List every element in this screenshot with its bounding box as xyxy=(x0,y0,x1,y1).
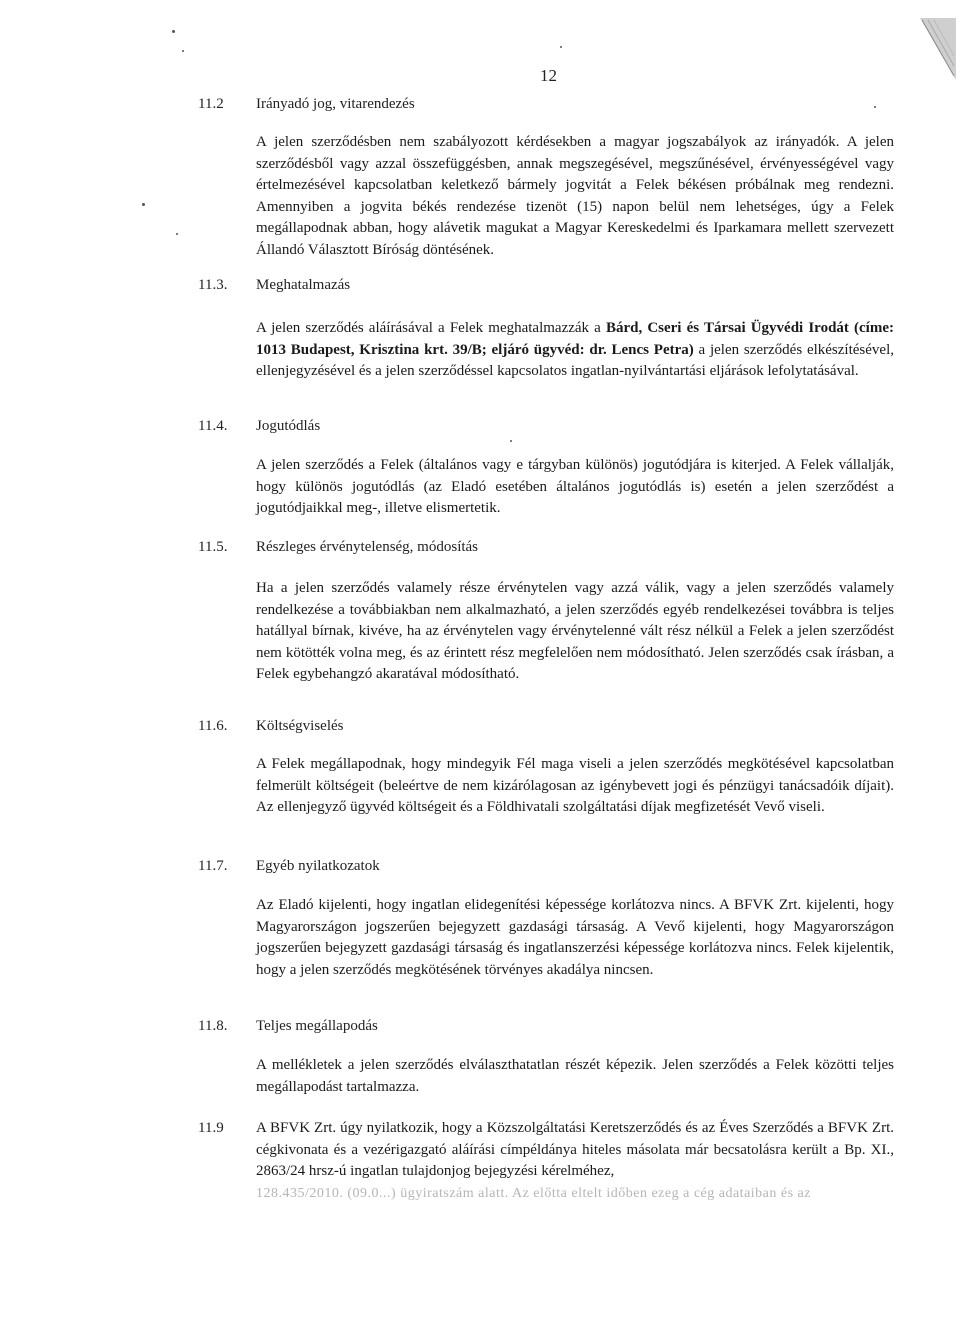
attorney-firm-details: Bárd, Cseri és Társai Ügyvédi Irodát (címe: 1013 Budapest, Krisztina krt. 39/B; eljáró ügyvéd: dr. Lencs Petra) xyxy=(256,320,894,358)
section-paragraph: A mellékletek a jelen szerződés elválaszthatatlan részét képezik. Jelen szerződés a Felek közötti teljes megállapodást tartalmazza. xyxy=(256,1057,894,1095)
scan-speck xyxy=(142,203,145,206)
paragraph-text: a jelen szerződés elkészítésével, ellenjegyzésével és a jelen szerződéssel kapcsolatos ingatlan-nyilvántartási eljárások lefolytatásával. xyxy=(256,341,894,379)
section-paragraph: A BFVK Zrt. úgy nyilatkozik, hogy a Közszolgáltatási Keretszerződés és az Éves Szerződés a BFVK Zrt. cégkivonata és a vezérigazgató aláírási címpéldánya hiteles másolata már becsatolásra került a Bp. XI., 2863/24 hrsz-ú ingatlan tulajdonjog bejegyzési kérelméhez, xyxy=(256,1120,894,1179)
section-paragraph: A jelen szerződésben nem szabályozott kérdésekben a magyar jogszabályok az irányadók. A jelen szerződésből vagy azzal összefüggésben, annak megszegésével, megszűnésével, érvényességével vagy értelmezésével kapcsolatban keletkező bármely jogvitát a Felek békésen próbálnak meg rendezni. Amennyiben a jogvita békés rendezése tizenöt (15) napon belül nem lehetséges, úgy a Felek megállapodnak abban, hogy alávetik magukat a Magyar Kereskedelmi és Iparkamara mellett szervezett Állandó Választott Bíróság döntésének. xyxy=(256,134,894,258)
section-paragraph: A jelen szerződés a Felek (általános vagy e tárgyban különös) jogutódjára is kiterjed. A Felek vállalják, hogy különös jogutódlás (az Eladó esetében általános jogutódlás is) esetén a jelen szerződést a jogutódjaikkal meg-, illetve elismertetik. xyxy=(256,457,894,516)
scan-speck xyxy=(182,50,184,52)
section-number: 11.6. xyxy=(198,718,228,734)
section-paragraph xyxy=(256,318,894,383)
section-title: Irányadó jog, vitarendezés xyxy=(256,96,415,112)
section-title: Részleges érvénytelenség, módosítás xyxy=(256,539,479,555)
scan-speck xyxy=(172,30,175,33)
section-number: 11.8. xyxy=(198,1018,228,1034)
page-number: 12 xyxy=(540,66,557,85)
scan-speck xyxy=(176,233,178,235)
section-number: 11.5. xyxy=(198,539,228,555)
section-number: 11.7. xyxy=(198,858,228,874)
scan-speck xyxy=(510,440,512,442)
section-paragraph: A Felek megállapodnak, hogy mindegyik Fél maga viseli a jelen szerződés megkötésével kapcsolatban felmerült költségeit (beleértve de nem kizárólagosan az igénybevett jogi és pénzügyi tanácsadóik díjait). Az ellenjegyző ügyvéd költségeit és a Földhivatali szolgáltatási díjak megfizetését Vevő viseli. xyxy=(256,756,894,815)
section-title: Meghatalmazás xyxy=(256,277,351,293)
paragraph-text: A jelen szerződés aláírásával a Felek meghatalmazzák a xyxy=(256,320,606,336)
section-number: 11.2 xyxy=(198,96,224,112)
faded-scan-line: 128.435/2010. (09.0...) ügyiratszám alatt. Az előtta eltelt időben ezeg a cég adataiban és az xyxy=(256,1186,811,1201)
section-title: Költségviselés xyxy=(256,718,344,734)
scan-corner-fold xyxy=(918,18,956,80)
section-number: 11.4. xyxy=(198,418,228,434)
scan-speck xyxy=(874,106,876,108)
section-paragraph: Az Eladó kijelenti, hogy ingatlan elidegenítési képessége korlátozva nincs. A BFVK Zrt. kijelenti, hogy Magyarországon jogszerűen bejegyzett gazdasági társaság. A Vevő kijelenti, hogy Magyarországon jogszerűen bejegyzett gazdasági társaság és ingatlanszerzési képessége korlátozva nincs. Felek kijelentik, hogy a jelen szerződés megkötésének törvényes akadálya nincsen. xyxy=(256,897,894,978)
section-title: Jogutódlás xyxy=(256,418,321,434)
section-paragraph: Ha a jelen szerződés valamely része érvénytelen vagy azzá válik, vagy a jelen szerződés valamely rendelkezése a továbbiakban nem alkalmazható, a jelen szerződés egyéb rendelkezései továbbra is teljes hatállyal bírnak, kivéve, ha az érvénytelen vagy érvénytelenné vált rész nélkül a Felek a jelen szerződést nem kötötték volna meg, és az érintett rész megfelelően nem módosítható. Jelen szerződés csak írásban, a Felek egybehangzó akaratával módosítható. xyxy=(256,580,894,682)
section-number: 11.9 xyxy=(198,1120,224,1136)
section-title: Egyéb nyilatkozatok xyxy=(256,858,380,874)
section-number: 11.3. xyxy=(198,277,228,293)
scan-speck xyxy=(560,46,562,48)
section-title: Teljes megállapodás xyxy=(256,1018,378,1034)
